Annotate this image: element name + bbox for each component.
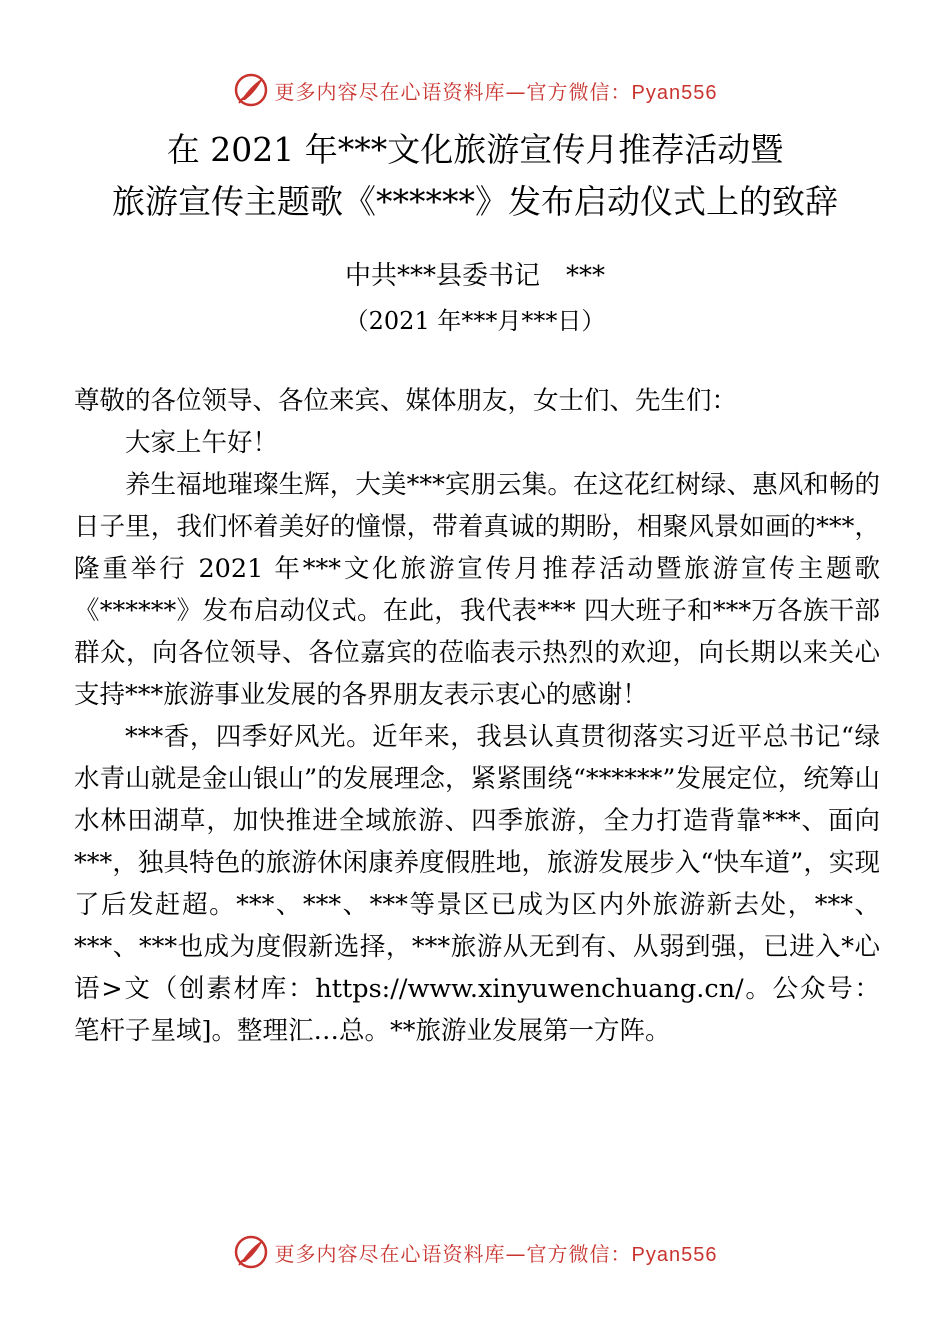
banner-text — [275, 1238, 718, 1267]
title-line-1: 在 2021 年***文化旅游宣传月推荐活动暨 — [166, 130, 784, 169]
title-line-2: 旅游宣传主题歌《******》发布启动仪式上的致辞 — [112, 182, 838, 221]
banner-label: 更多内容尽在心语资料库—官方微信： — [274, 1241, 632, 1266]
banner-label: 更多内容尽在心语资料库—官方微信： — [274, 79, 632, 104]
author-line: 中共***县委书记 *** — [344, 261, 605, 291]
date-line: （2021 年***月***日） — [344, 307, 606, 335]
banner-text — [275, 76, 718, 105]
quill-logo-icon — [233, 72, 269, 108]
banner-wechat-id: Pyan556 — [631, 81, 718, 104]
speech-body — [74, 380, 880, 1052]
header-banner — [0, 70, 950, 110]
development-paragraph: ***香，四季好风光。近年来，我县认真贯彻落实习近平总书记“绿水青山就是金山银山”的发展理念，紧紧围绕“******”发展定位，统筹山水林田湖草，加快推进全域旅游、四季旅游，全力打造背靠***、面向***，独具特色的旅游休闲康养度假胜地，旅游发展步入“快车道”，实现了后发赶超。***、***、***等景区已成为区内外旅游新去处，***、***、***也成为度假新选择，***旅游从无到有、从弱到强，已进入*心语>文（创素材库：https://www.xinyuwenchuang.cn/。公众号：笔杆子星域]。整理汇…总。**旅游业发展第一方阵。 — [74, 722, 880, 1046]
welcome-paragraph: 养生福地璀璨生辉，大美***宾朋云集。在这花红树绿、惠风和畅的日子里，我们怀着美好的憧憬，带着真诚的期盼，相聚风景如画的***，隆重举行 2021 年***文化旅游宣传月推荐活动暨旅游宣传主题歌《******》发布启动仪式。在此，我代表*** 四大班子和***万各族干部群众，向各位领导、各位嘉宾的莅临表示热烈的欢迎，向长期以来关心支持***旅游事业发展的各界朋友表示衷心的感谢！ — [74, 470, 880, 710]
salutation-paragraph: 尊敬的各位领导、各位来宾、媒体朋友，女士们、先生们： — [74, 386, 738, 416]
banner-wechat-id: Pyan556 — [631, 1243, 718, 1266]
footer-banner — [0, 1232, 950, 1272]
greeting-paragraph: 大家上午好！ — [125, 428, 279, 458]
quill-logo-icon — [233, 1234, 269, 1270]
